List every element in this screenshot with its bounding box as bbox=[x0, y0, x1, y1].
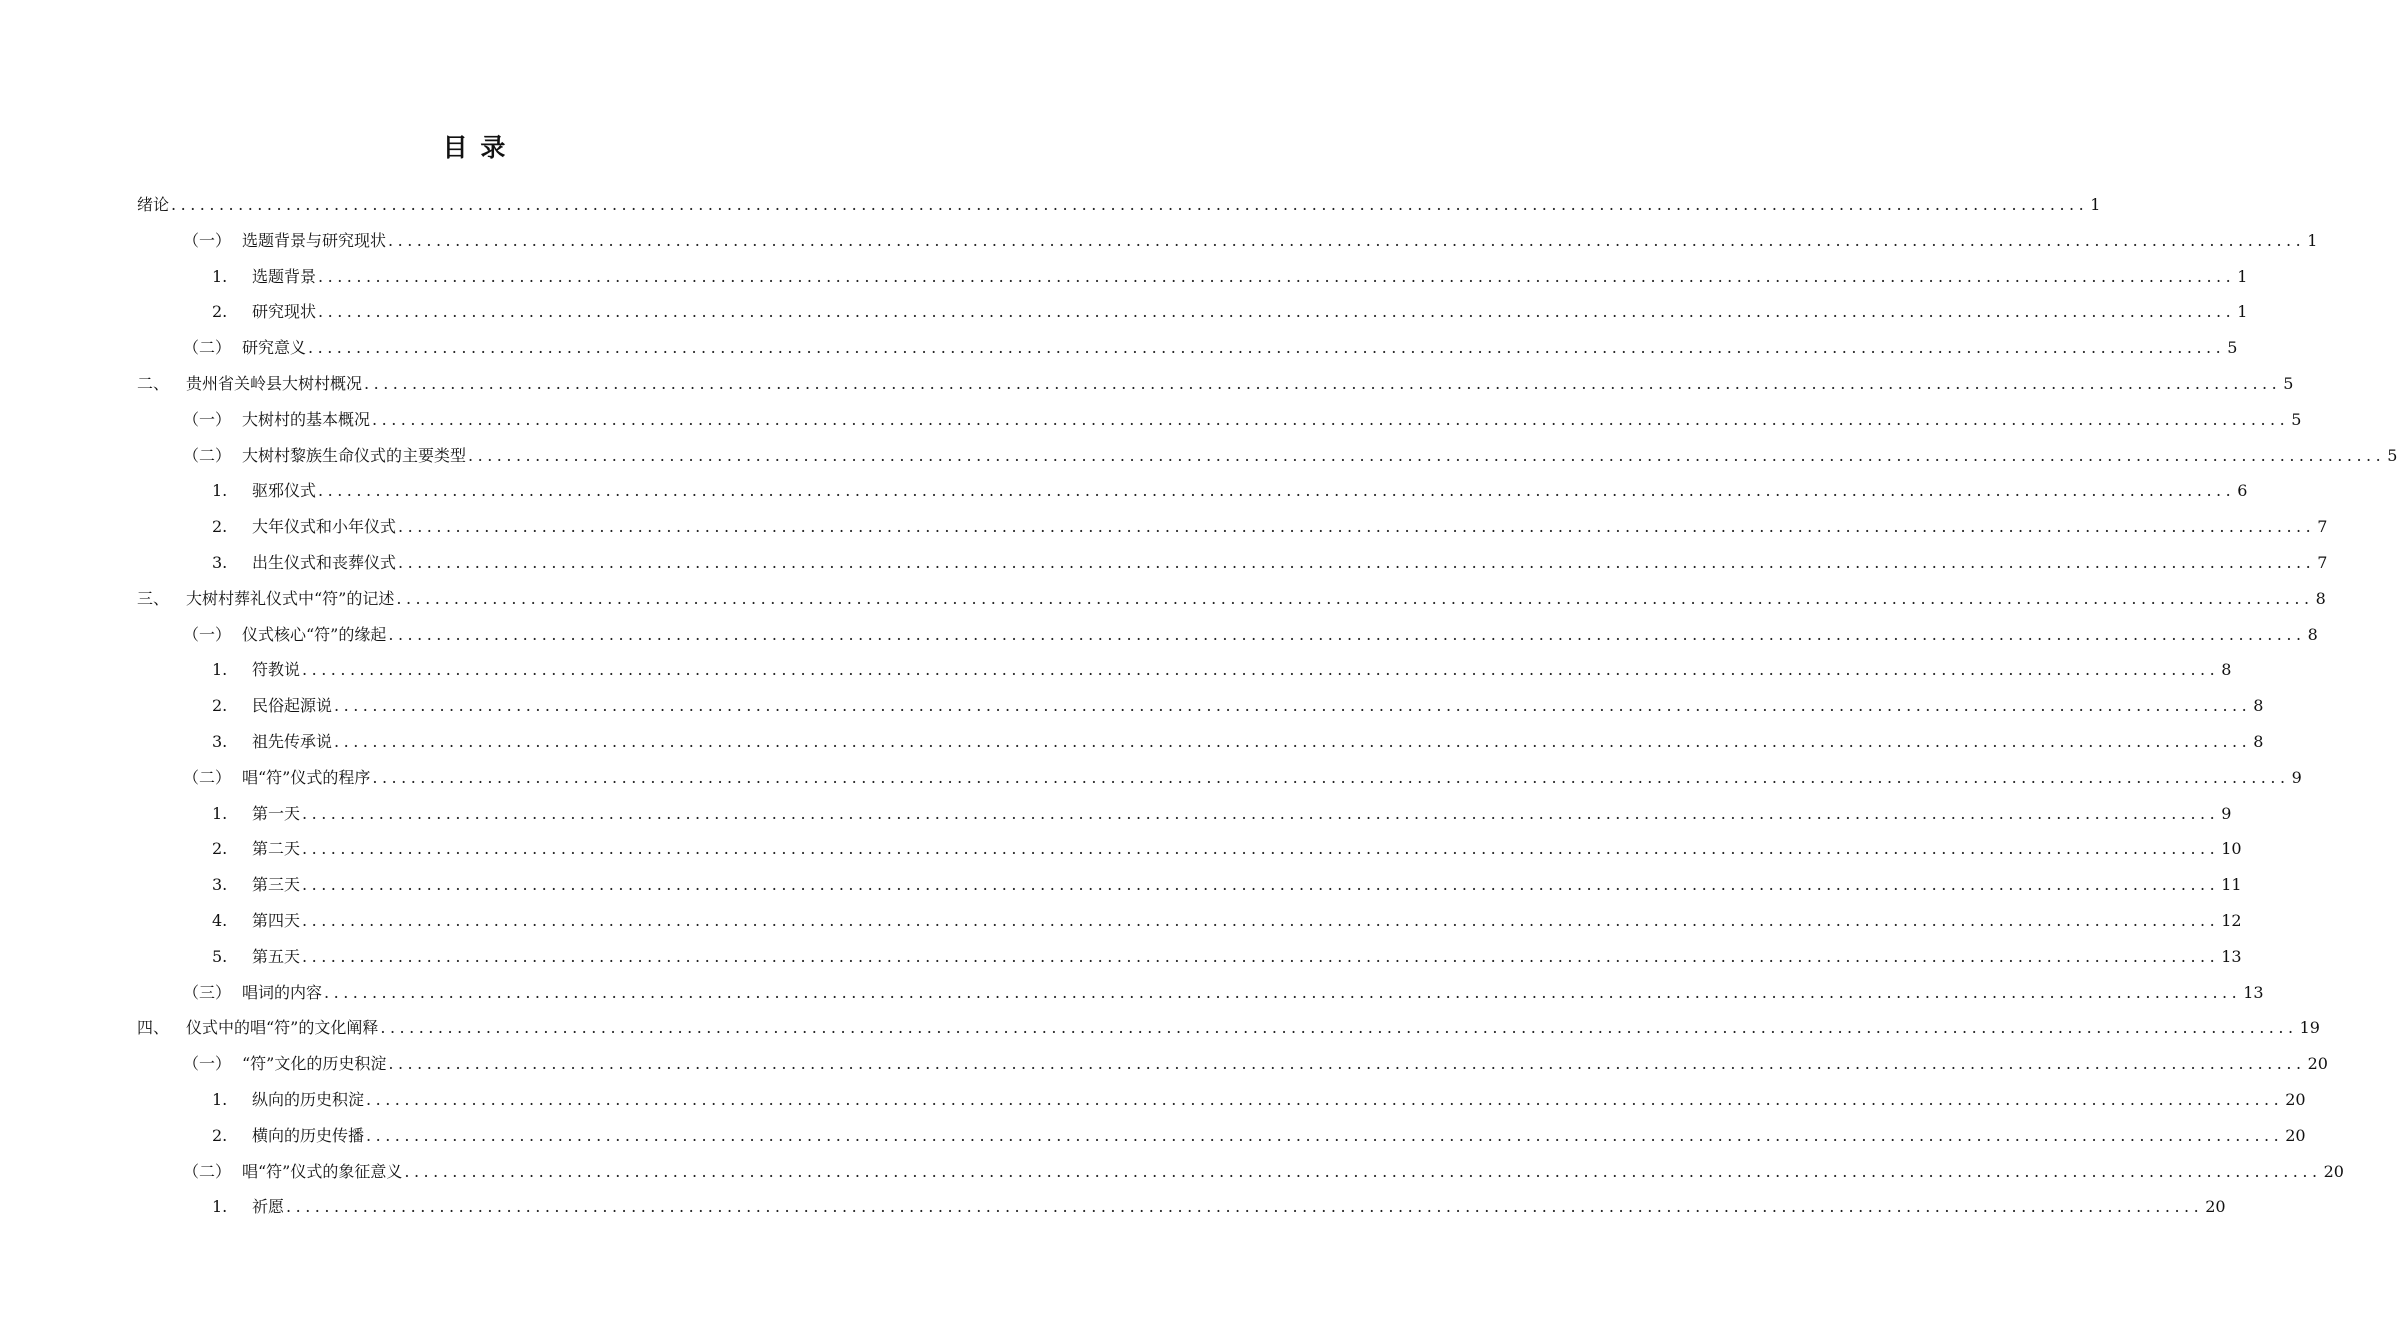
toc-entry[interactable] bbox=[212, 837, 2242, 861]
toc-entry-page-number: 8 bbox=[2307, 625, 2318, 644]
toc-entry-title: 纵向的历史积淀 bbox=[252, 1090, 365, 1109]
toc-entry-title: 横向的历史传播 bbox=[252, 1126, 365, 1145]
toc-entry-title: 大树村黎族生命仪式的主要类型 bbox=[242, 446, 467, 465]
toc-entry[interactable] bbox=[183, 336, 2238, 360]
toc-entry[interactable] bbox=[183, 766, 2302, 790]
toc-dot-leader: ........................................................................................................................................................................................................ bbox=[398, 553, 2316, 572]
toc-dot-leader: ........................................................................................................................................................................................................ bbox=[302, 839, 2220, 858]
toc-entry-number: （一） bbox=[183, 1054, 232, 1073]
toc-dot-leader: ........................................................................................................................................................................................................ bbox=[318, 267, 2236, 286]
toc-dot-leader: ........................................................................................................................................................................................................ bbox=[334, 696, 2252, 715]
toc-entry-page-number: 1 bbox=[2237, 302, 2248, 321]
toc-entry-page-number: 8 bbox=[2253, 732, 2264, 751]
toc-entry-title: 研究现状 bbox=[252, 302, 317, 321]
toc-entry-number: 2. bbox=[212, 839, 228, 858]
toc-entry-page-number: 20 bbox=[2285, 1090, 2306, 1109]
toc-entry-number: 3. bbox=[212, 875, 228, 894]
toc-entry-title: 出生仪式和丧葬仪式 bbox=[252, 553, 397, 572]
toc-dot-leader: ........................................................................................................................................................................................................ bbox=[286, 1197, 2204, 1216]
toc-dot-leader: ........................................................................................................................................................................................................ bbox=[302, 947, 2220, 966]
toc-entry[interactable] bbox=[212, 1195, 2226, 1219]
toc-entry-number: （一） bbox=[183, 231, 232, 250]
toc-entry-title: 祖先传承说 bbox=[252, 732, 333, 751]
toc-entry-page-number: 1 bbox=[2307, 231, 2318, 250]
toc-entry-title: 仪式核心“符”的缘起 bbox=[242, 625, 387, 644]
toc-dot-leader: ........................................................................................................................................................................................................ bbox=[302, 911, 2220, 930]
toc-dot-leader: ........................................................................................................................................................................................................ bbox=[308, 338, 2226, 357]
toc-entry-number: （一） bbox=[183, 625, 232, 644]
toc-entry-title: 唱“符”仪式的程序 bbox=[242, 768, 371, 787]
toc-entry-number: 1. bbox=[212, 481, 228, 500]
toc-entry[interactable] bbox=[212, 1124, 2306, 1148]
toc-dot-leader: ........................................................................................................................................................................................................ bbox=[380, 1018, 2298, 1037]
toc-entry-title: 选题背景与研究现状 bbox=[242, 231, 387, 250]
toc-entry-page-number: 8 bbox=[2315, 589, 2326, 608]
toc-entry-number: 2. bbox=[212, 302, 228, 321]
toc-entry-number: 4. bbox=[212, 911, 228, 930]
toc-entry-page-number: 20 bbox=[2323, 1162, 2344, 1181]
toc-entry-number: 1. bbox=[212, 804, 228, 823]
toc-entry[interactable] bbox=[183, 408, 2302, 432]
toc-entry-number: （二） bbox=[183, 768, 232, 787]
toc-dot-leader: ........................................................................................................................................................................................................ bbox=[404, 1162, 2322, 1181]
toc-entry-number: 5. bbox=[212, 947, 228, 966]
toc-entry-page-number: 9 bbox=[2221, 804, 2232, 823]
toc-entry[interactable] bbox=[212, 945, 2242, 969]
toc-entry-page-number: 5 bbox=[2387, 446, 2397, 465]
toc-entry[interactable] bbox=[137, 1016, 2320, 1040]
toc-entry[interactable] bbox=[212, 730, 2264, 754]
toc-entry-number: 1. bbox=[212, 267, 228, 286]
toc-entry-title: 第五天 bbox=[252, 947, 301, 966]
toc-entry[interactable] bbox=[212, 551, 2328, 575]
toc-entry-page-number: 1 bbox=[2237, 267, 2248, 286]
toc-entry-title: 符教说 bbox=[252, 660, 301, 679]
toc-entry-page-number: 7 bbox=[2317, 553, 2328, 572]
toc-entry-page-number: 6 bbox=[2237, 481, 2248, 500]
toc-entry-number: （二） bbox=[183, 338, 232, 357]
toc-entry-page-number: 13 bbox=[2243, 983, 2264, 1002]
toc-dot-leader: ........................................................................................................................................................................................................ bbox=[468, 446, 2386, 465]
toc-entry-title: 唱词的内容 bbox=[242, 983, 323, 1002]
toc-entry-page-number: 5 bbox=[2283, 374, 2294, 393]
toc-entry-page-number: 12 bbox=[2221, 911, 2242, 930]
toc-entry-number: 1. bbox=[212, 660, 228, 679]
toc-entry-title: 大树村的基本概况 bbox=[242, 410, 371, 429]
toc-entry-page-number: 9 bbox=[2291, 768, 2302, 787]
toc-entry-title: 选题背景 bbox=[252, 267, 317, 286]
toc-entry-title: 唱“符”仪式的象征意义 bbox=[242, 1162, 403, 1181]
toc-entry-page-number: 1 bbox=[2090, 195, 2101, 214]
toc-dot-leader: ........................................................................................................................................................................................................ bbox=[318, 481, 2236, 500]
toc-dot-leader: ........................................................................................................................................................................................................ bbox=[366, 1126, 2284, 1145]
toc-entry[interactable] bbox=[212, 658, 2232, 682]
toc-dot-leader: ........................................................................................................................................................................................................ bbox=[372, 768, 2290, 787]
toc-entry[interactable] bbox=[137, 193, 2101, 217]
toc-entry-title: 第一天 bbox=[252, 804, 301, 823]
toc-entry-page-number: 20 bbox=[2285, 1126, 2306, 1145]
toc-entry-page-number: 7 bbox=[2317, 517, 2328, 536]
toc-entry[interactable] bbox=[137, 587, 2326, 611]
toc-entry-title: 仪式中的唱“符”的文化阐释 bbox=[186, 1018, 379, 1037]
toc-entry[interactable] bbox=[183, 1160, 2344, 1184]
toc-entry-page-number: 13 bbox=[2221, 947, 2242, 966]
toc-entry-title: “符”文化的历史积淀 bbox=[242, 1054, 387, 1073]
toc-entry[interactable] bbox=[212, 873, 2242, 897]
toc-entry[interactable] bbox=[212, 300, 2248, 324]
toc-dot-leader: ........................................................................................................................................................................................................ bbox=[171, 195, 2089, 214]
toc-entry-page-number: 5 bbox=[2291, 410, 2302, 429]
toc-dot-leader: ........................................................................................................................................................................................................ bbox=[364, 374, 2282, 393]
toc-entry-title: 祈愿 bbox=[252, 1197, 285, 1216]
toc-entry[interactable] bbox=[212, 265, 2248, 289]
toc-dot-leader: ........................................................................................................................................................................................................ bbox=[388, 231, 2306, 250]
toc-entry-title: 大树村葬礼仪式中“符”的记述 bbox=[186, 589, 395, 608]
toc-entry[interactable] bbox=[212, 909, 2242, 933]
toc-entry-page-number: 10 bbox=[2221, 839, 2242, 858]
toc-dot-leader: ........................................................................................................................................................................................................ bbox=[302, 875, 2220, 894]
toc-entry[interactable] bbox=[183, 623, 2318, 647]
toc-entry-title: 民俗起源说 bbox=[252, 696, 333, 715]
toc-dot-leader: ........................................................................................................................................................................................................ bbox=[324, 983, 2242, 1002]
toc-dot-leader: ........................................................................................................................................................................................................ bbox=[366, 1090, 2284, 1109]
toc-entry-number: （二） bbox=[183, 1162, 232, 1181]
toc-entry-page-number: 8 bbox=[2253, 696, 2264, 715]
toc-entry-title: 研究意义 bbox=[242, 338, 307, 357]
toc-entry-page-number: 19 bbox=[2299, 1018, 2320, 1037]
toc-entry-title: 第二天 bbox=[252, 839, 301, 858]
toc-dot-leader: ........................................................................................................................................................................................................ bbox=[396, 589, 2314, 608]
toc-entry-title: 贵州省关岭县大树村概况 bbox=[186, 374, 363, 393]
toc-entry-number: 四、 bbox=[137, 1018, 170, 1037]
toc-dot-leader: ........................................................................................................................................................................................................ bbox=[372, 410, 2290, 429]
toc-dot-leader: ........................................................................................................................................................................................................ bbox=[398, 517, 2316, 536]
toc-entry[interactable] bbox=[183, 981, 2264, 1005]
toc-entry-page-number: 20 bbox=[2205, 1197, 2226, 1216]
toc-entry-number: （一） bbox=[183, 410, 232, 429]
toc-dot-leader: ........................................................................................................................................................................................................ bbox=[334, 732, 2252, 751]
toc-entry-page-number: 5 bbox=[2227, 338, 2238, 357]
toc-entry[interactable] bbox=[183, 444, 2397, 468]
toc-entry-number: （三） bbox=[183, 983, 232, 1002]
toc-entry-number: 2. bbox=[212, 517, 228, 536]
toc-entry[interactable] bbox=[212, 479, 2248, 503]
toc-entry-number: 二、 bbox=[137, 374, 170, 393]
toc-entry-number: 1. bbox=[212, 1197, 228, 1216]
toc-entry-title: 第四天 bbox=[252, 911, 301, 930]
toc-entry-number: 三、 bbox=[137, 589, 170, 608]
toc-dot-leader: ........................................................................................................................................................................................................ bbox=[302, 804, 2220, 823]
toc-entry-title: 驱邪仪式 bbox=[252, 481, 317, 500]
toc-dot-leader: ........................................................................................................................................................................................................ bbox=[388, 1054, 2306, 1073]
toc-entry[interactable] bbox=[183, 1052, 2328, 1076]
toc-entry[interactable] bbox=[137, 372, 2294, 396]
toc-entry[interactable] bbox=[212, 802, 2232, 826]
toc-entry-number: 1. bbox=[212, 1090, 228, 1109]
toc-entry-number: 3. bbox=[212, 553, 228, 572]
toc-entry-page-number: 11 bbox=[2221, 875, 2242, 894]
toc-entry-title: 绪论 bbox=[137, 195, 170, 214]
toc-entry-title: 第三天 bbox=[252, 875, 301, 894]
toc-dot-leader: ........................................................................................................................................................................................................ bbox=[388, 625, 2306, 644]
toc-entry[interactable] bbox=[212, 694, 2264, 718]
toc-entry-page-number: 20 bbox=[2307, 1054, 2328, 1073]
toc-entry-number: （二） bbox=[183, 446, 232, 465]
toc-entry-page-number: 8 bbox=[2221, 660, 2232, 679]
toc-entry-title: 大年仪式和小年仪式 bbox=[252, 517, 397, 536]
toc-entry[interactable] bbox=[183, 229, 2318, 253]
toc-entry-number: 2. bbox=[212, 696, 228, 715]
toc-dot-leader: ........................................................................................................................................................................................................ bbox=[318, 302, 2236, 321]
toc-entry-number: 3. bbox=[212, 732, 228, 751]
toc-entry[interactable] bbox=[212, 1088, 2306, 1112]
page-title: 目 录 bbox=[442, 133, 508, 162]
toc-dot-leader: ........................................................................................................................................................................................................ bbox=[302, 660, 2220, 679]
toc-entry[interactable] bbox=[212, 515, 2328, 539]
toc-entry-number: 2. bbox=[212, 1126, 228, 1145]
